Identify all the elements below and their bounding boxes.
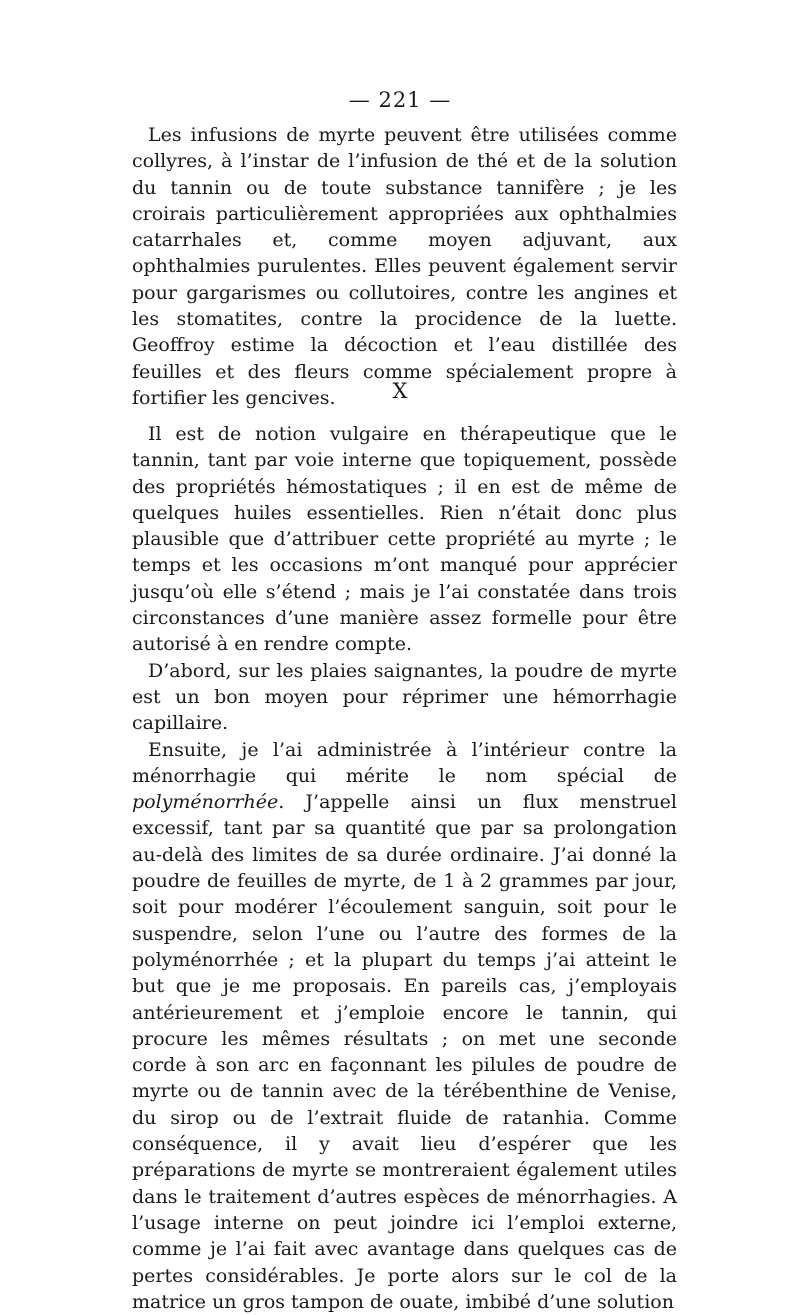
- paragraph-1: Il est de notion vulgaire en thérapeutique que le tannin, tant par voie interne que topiquement, possède des propriétés hémostatiques ; il en est de même de quelques huiles essentielles. Rien n’était donc plus plausible que d’attribuer cette propriété au myrte ; le temps et les occasions m’ont manqué pour apprécier jusqu’où elle s’étend ; mais je l’ai constatée dans trois circonstances d’une manière assez formelle pour être autorisé à en rendre compte.: [132, 423, 677, 656]
- intro-paragraph: Les infusions de myrte peuvent être utilisées comme collyres, à l’instar de l’infusion de thé et de la solution du tannin ou de toute substance tannifère ; je les croirais particulièrement appropriées aux ophthalmies catarrhales et, comme moyen adjuvant, aux ophthalmies purulentes. Elles peuvent également servir pour gargarismes ou collutoires, contre les angines et les stomatites, contre la procidence de la luette. Geoffroy estime la décoction et l’eau distillée des feuilles et des fleurs comme spécialement propre à fortifier les gencives.: [132, 124, 677, 409]
- main-text-block: [132, 421, 677, 1315]
- paragraph-3-term: polyménorrhée: [132, 791, 279, 814]
- paragraph-3-after: . J’appelle ainsi un flux menstruel excessif, tant par sa quantité que par sa prolongation au-delà des limites de sa durée ordinaire. J’ai donné la poudre de feuilles de myrte, de 1 à 2 grammes par jour, soit pour modérer l’écoulement sanguin, soit pour le suspendre, selon l’une ou l’autre des formes de la polyménorrhée ; et la plupart du temps j’ai atteint le but que je me proposais. En pareils cas, j’employais antérieurement et j’emploie encore le tannin, qui procure les mêmes résultats ; on met une seconde corde à son arc en façonnant les pilules de poudre de myrte ou de tannin avec de la térébenthine de Venise, du sirop ou de l’extrait fluide de ratanhia. Comme conséquence, il y avait lieu d’espérer que les préparations de myrte se montreraient également utiles dans le traitement d’autres espèces de ménorrhagies. A l’usage interne on peut joindre ici l’emploi externe, comme je l’ai fait avec avantage dans quelques cas de pertes considérables. Je porte alors sur le col de la matrice un gros tampon de ouate, imbibé d’une solution: [132, 791, 677, 1313]
- paragraph-3-before: Ensuite, je l’ai administrée à l’intérieur contre la ménorrhagie qui mérite le nom spécial de: [132, 738, 677, 787]
- section-heading: X: [392, 379, 408, 403]
- paragraph-3: [132, 737, 677, 1315]
- paragraph-2: D’abord, sur les plaies saignantes, la poudre de myrte est un bon moyen pour réprimer une hémorrhagie capillaire.: [132, 659, 677, 735]
- intro-text-block: [132, 122, 677, 411]
- page-number: — 221 —: [348, 88, 452, 112]
